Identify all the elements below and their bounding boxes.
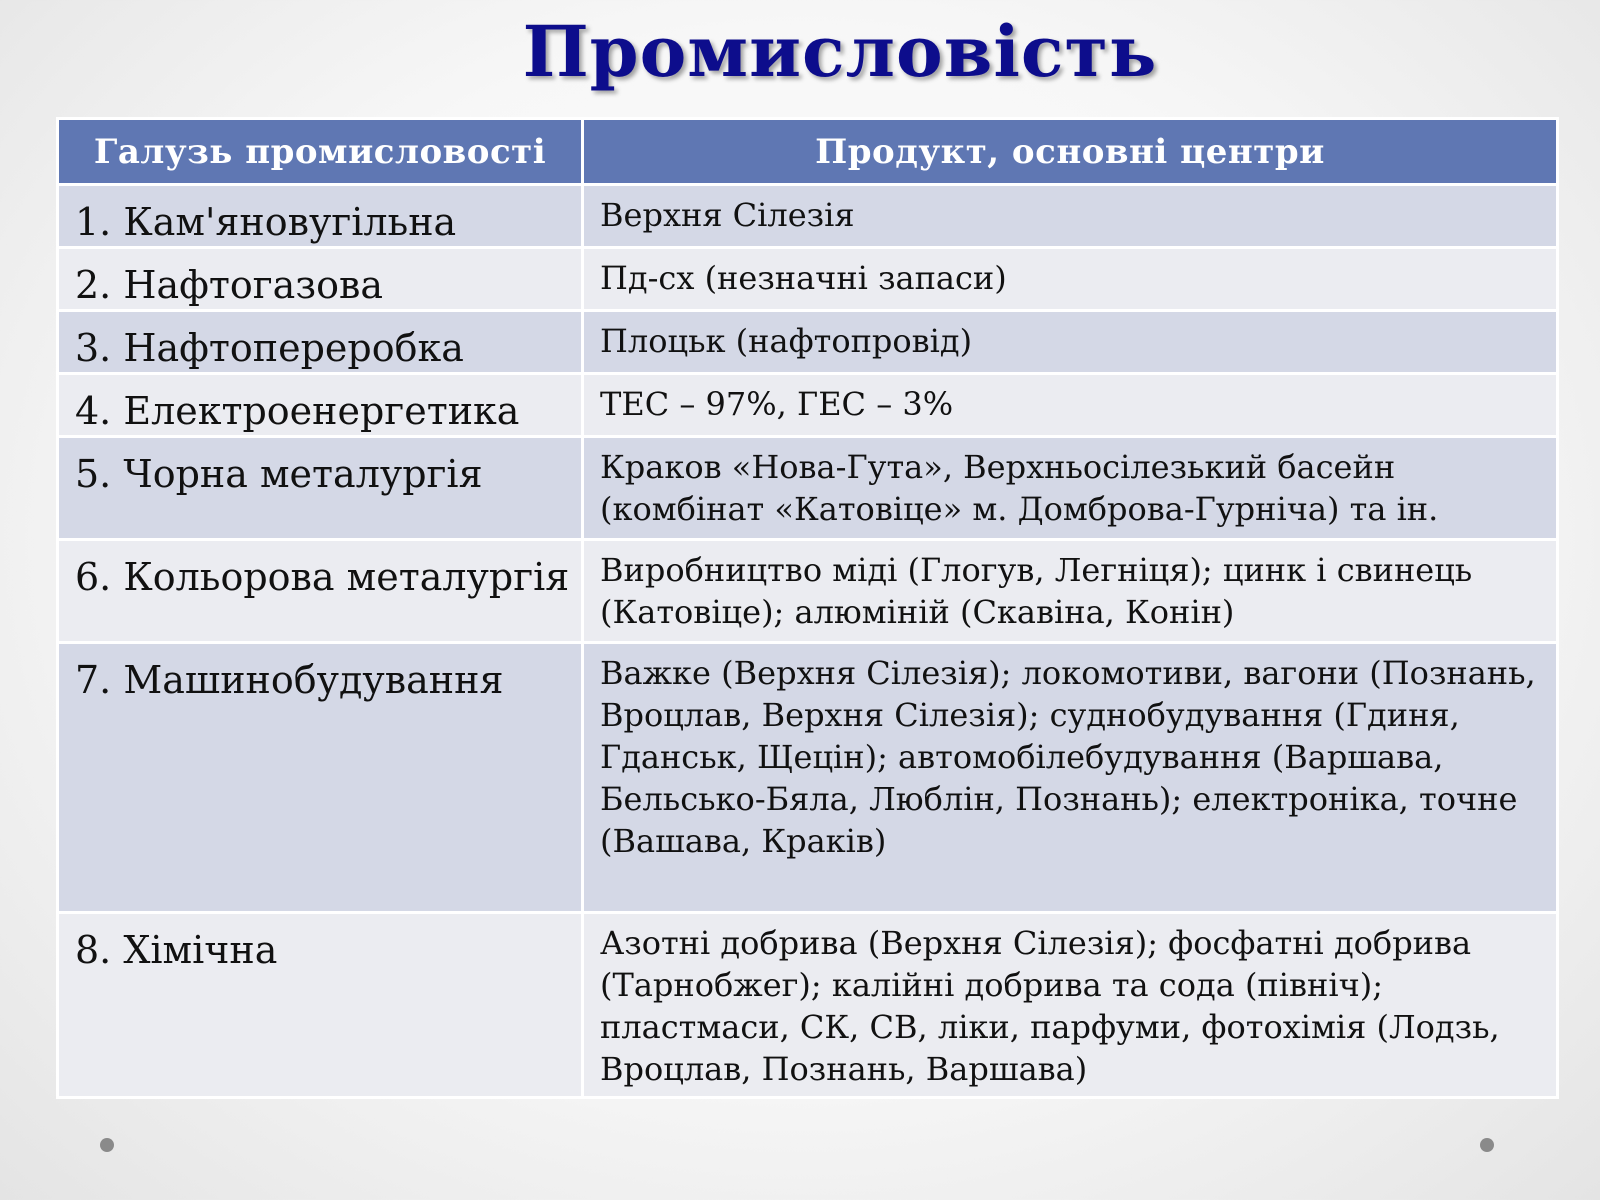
column-header-industry: Галузь промисловості xyxy=(58,119,583,185)
industry-cell: 3. Нафтопереробка xyxy=(58,311,583,374)
table-row xyxy=(58,437,1558,540)
industry-cell: 5. Чорна металургія xyxy=(58,437,583,540)
table-row xyxy=(58,185,1558,248)
product-cell: Плоцьк (нафтопровід) xyxy=(583,311,1558,374)
product-cell: ТЕС – 97%, ГЕС – 3% xyxy=(583,374,1558,437)
table-row xyxy=(58,913,1558,1098)
industry-cell: 8. Хімічна xyxy=(58,913,583,1098)
product-cell: Важке (Верхня Сілезія); локомотиви, вагони (Познань, Вроцлав, Верхня Сілезія); суднобудування (Гдиня, Гданськ, Щецін); автомобілебудування (Варшава, Бельсько-Бяла, Люблін, Познань); електроніка, точне (Вашава, Краків) xyxy=(583,643,1558,913)
product-cell: Пд-сх (незначні запаси) xyxy=(583,248,1558,311)
product-cell: Виробництво міді (Глогув, Легніця); цинк і свинець (Катовіце); алюміній (Скавіна, Конін) xyxy=(583,540,1558,643)
industry-cell: 4. Електроенергетика xyxy=(58,374,583,437)
table-row xyxy=(58,311,1558,374)
industry-cell: 6. Кольорова металургія xyxy=(58,540,583,643)
product-cell: Азотні добрива (Верхня Сілезія); фосфатні добрива (Тарнобжег); калійні добрива та сода (північ); пластмаси, СК, СВ, ліки, парфуми, фотохімія (Лодзь, Вроцлав, Познань, Варшава) xyxy=(583,913,1558,1098)
table-row xyxy=(58,540,1558,643)
industry-cell: 2. Нафтогазова xyxy=(58,248,583,311)
left-bullet-dot xyxy=(100,1138,114,1152)
table-header-row xyxy=(58,119,1558,185)
industry-cell: 7. Машинобудування xyxy=(58,643,583,913)
column-header-product: Продукт, основні центри xyxy=(583,119,1558,185)
page-title: Промисловість xyxy=(522,10,1158,93)
industry-table-container xyxy=(56,117,1556,1099)
table-row xyxy=(58,248,1558,311)
industry-table xyxy=(56,117,1559,1099)
industry-cell: 1. Кам'яновугільна xyxy=(58,185,583,248)
table-row xyxy=(58,374,1558,437)
right-bullet-dot xyxy=(1480,1138,1494,1152)
product-cell: Верхня Сілезія xyxy=(583,185,1558,248)
product-cell: Краков «Нова-Гута», Верхньосілезький басейн (комбінат «Катовіце» м. Домброва-Гурніча) та ін. xyxy=(583,437,1558,540)
table-row xyxy=(58,643,1558,913)
